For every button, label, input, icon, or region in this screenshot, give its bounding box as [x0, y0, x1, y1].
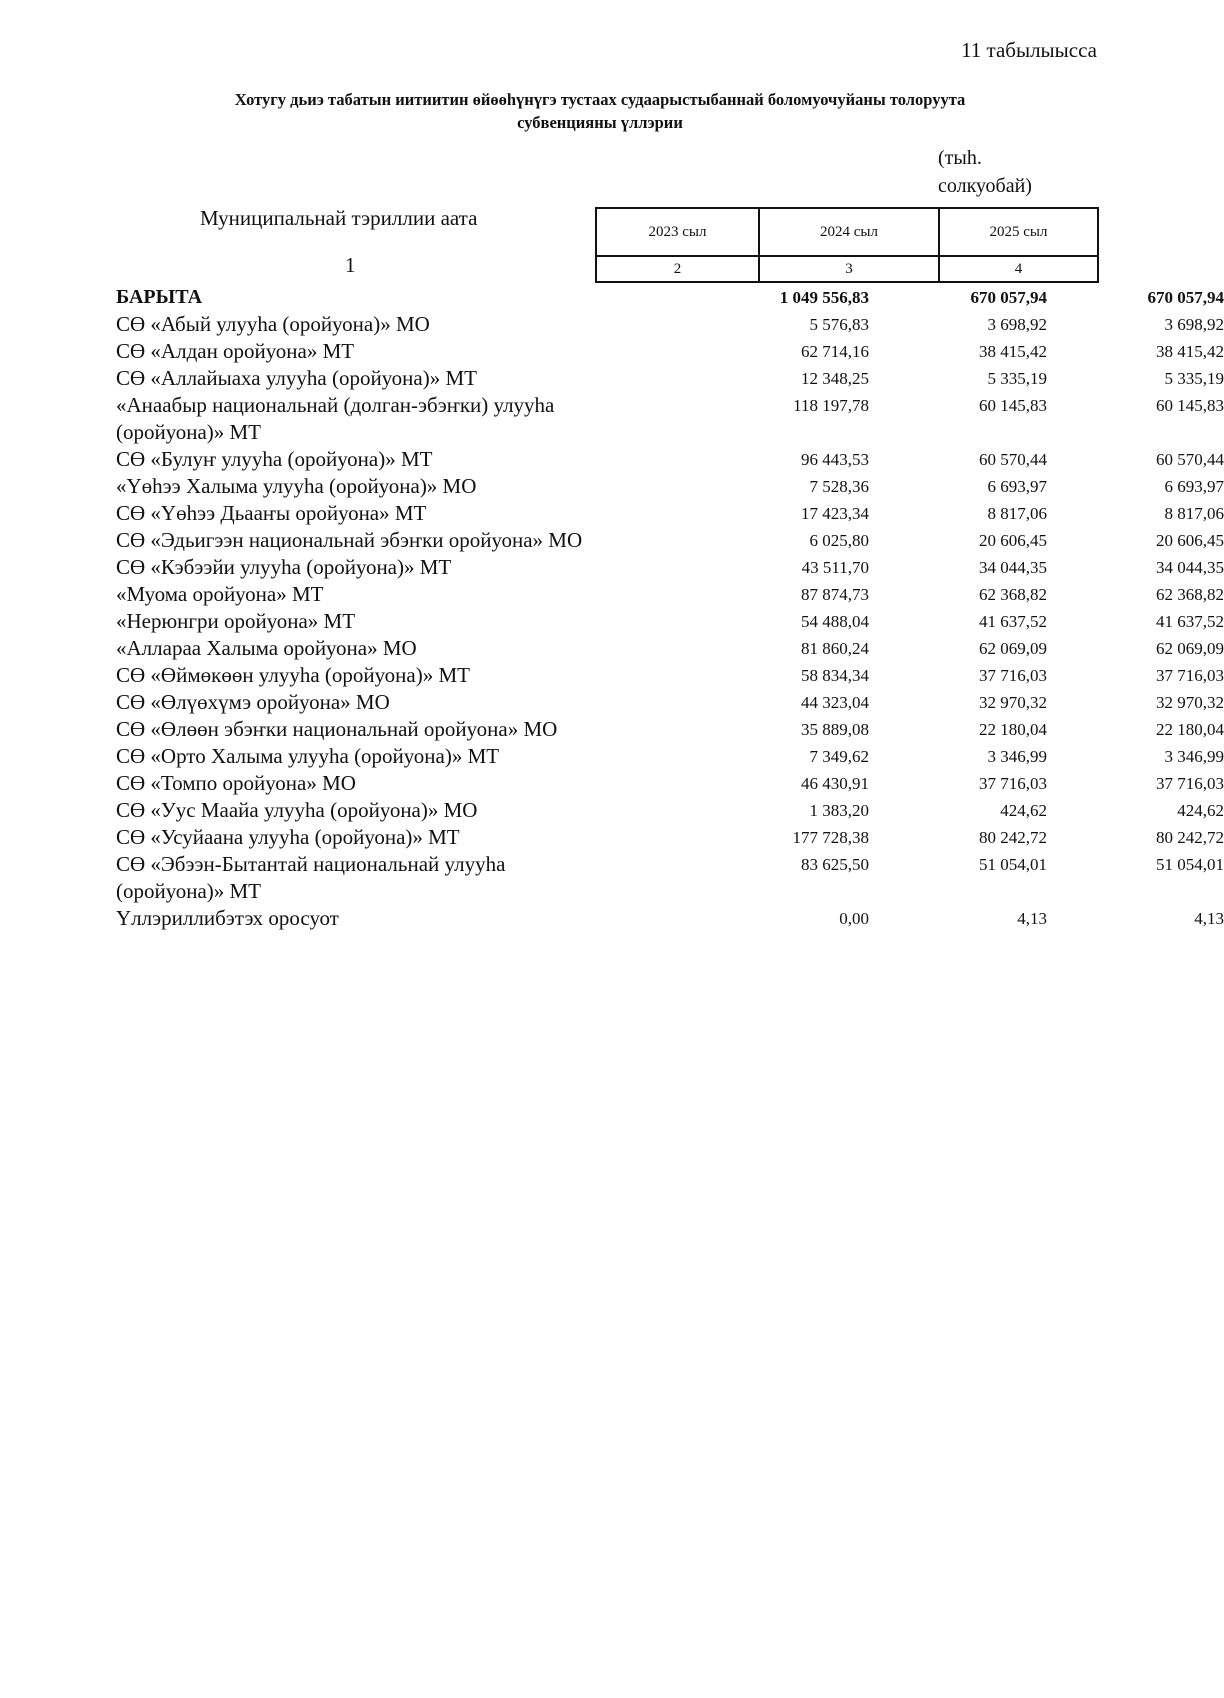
table-row [116, 392, 1224, 446]
value-2024: 60 145,83 [979, 396, 1047, 415]
value-2025: 4,13 [1194, 909, 1224, 928]
value-2024: 5 335,19 [987, 369, 1047, 388]
value-2025: 37 716,03 [1156, 774, 1224, 793]
value-2023: 17 423,34 [801, 504, 869, 523]
municipality-name: «Нерюнгри оройуона» МТ [116, 609, 356, 633]
value-2023: 54 488,04 [801, 612, 869, 631]
value-2025: 3 698,92 [1164, 315, 1224, 334]
table-row [116, 365, 1224, 392]
table-row [116, 581, 1224, 608]
value-2025: 51 054,01 [1156, 855, 1224, 874]
total-row [116, 284, 1224, 311]
total-2024: 670 057,94 [970, 288, 1047, 307]
table-row [116, 311, 1224, 338]
municipality-name: СӨ «Үөһээ Дьааҥы оройуона» МТ [116, 501, 427, 525]
units-line-1: (тыһ. [938, 147, 982, 169]
table-row [116, 770, 1224, 797]
value-2025: 60 570,44 [1156, 450, 1224, 469]
table-row [116, 851, 1224, 905]
municipality-name: СӨ «Томпо оройуона» МО [116, 771, 356, 795]
total-2025: 670 057,94 [1147, 288, 1224, 307]
value-2023: 46 430,91 [801, 774, 869, 793]
municipality-name: СӨ «Орто Халыма улууһа (оройуона)» МТ [116, 744, 500, 768]
municipality-name: СӨ «Усуйаана улууһа (оройуона)» МТ [116, 825, 460, 849]
value-2025: 37 716,03 [1156, 666, 1224, 685]
value-2023: 35 889,08 [801, 720, 869, 739]
value-2024: 51 054,01 [979, 855, 1047, 874]
value-2023: 43 511,70 [801, 558, 869, 577]
value-2024: 37 716,03 [979, 774, 1047, 793]
value-2025: 3 346,99 [1164, 747, 1224, 766]
value-2024: 60 570,44 [979, 450, 1047, 469]
value-2023: 87 874,73 [801, 585, 869, 604]
municipality-name: СӨ «Аллайыаха улууһа (оройуона)» МТ [116, 366, 477, 390]
table-row [116, 662, 1224, 689]
value-2025: 6 693,97 [1164, 477, 1224, 496]
municipality-name: СӨ «Өймөкөөн улууһа (оройуона)» МТ [116, 663, 470, 687]
value-2025: 38 415,42 [1156, 342, 1224, 361]
year-header-2025: 2025 сыл [939, 208, 1098, 256]
value-2024: 41 637,52 [979, 612, 1047, 631]
value-2024: 3 346,99 [987, 747, 1047, 766]
municipality-name: СӨ «Уус Маайа улууһа (оройуона)» МО [116, 798, 478, 822]
value-2024: 80 242,72 [979, 828, 1047, 847]
value-2024: 3 698,92 [987, 315, 1047, 334]
value-2025: 22 180,04 [1156, 720, 1224, 739]
table-row [116, 716, 1224, 743]
municipality-name: СӨ «Эдьигээн национальнай эбэҥки оройуона» МО [116, 528, 583, 552]
value-2025: 424,62 [1177, 801, 1224, 820]
units-note [938, 144, 1078, 200]
value-2023: 83 625,50 [801, 855, 869, 874]
value-2024: 34 044,35 [979, 558, 1047, 577]
value-2025: 60 145,83 [1156, 396, 1224, 415]
value-2024: 424,62 [1000, 801, 1047, 820]
value-2023: 7 349,62 [809, 747, 869, 766]
total-2023: 1 049 556,83 [779, 288, 869, 307]
municipality-name: «Үөһээ Халыма улууһа (оройуона)» МО [116, 474, 477, 498]
value-2023: 44 323,04 [801, 693, 869, 712]
table-row [116, 446, 1224, 473]
value-2023: 6 025,80 [809, 531, 869, 550]
value-2023: 7 528,36 [809, 477, 869, 496]
value-2025: 5 335,19 [1164, 369, 1224, 388]
municipality-name: СӨ «Эбээн-Бытантай национальнай улууһа (оройуона)» МТ [116, 852, 506, 903]
municipality-name: «Аллараа Халыма оройуона» МО [116, 636, 417, 660]
document-title [100, 88, 1100, 134]
value-2023: 81 860,24 [801, 639, 869, 658]
municipality-name: СӨ «Алдан оройуона» МТ [116, 339, 355, 363]
year-header-2024: 2024 сыл [759, 208, 939, 256]
value-2023: 1 383,20 [809, 801, 869, 820]
value-2024: 4,13 [1017, 909, 1047, 928]
value-2023: 58 834,34 [801, 666, 869, 685]
value-2023: 0,00 [839, 909, 869, 928]
value-2024: 32 970,32 [979, 693, 1047, 712]
table-row [116, 905, 1224, 932]
value-2025: 62 069,09 [1156, 639, 1224, 658]
annex-label: 11 табылыысса [961, 38, 1097, 62]
table-row [116, 473, 1224, 500]
value-2023: 12 348,25 [801, 369, 869, 388]
value-2024: 6 693,97 [987, 477, 1047, 496]
value-2023: 5 576,83 [809, 315, 869, 334]
value-2025: 34 044,35 [1156, 558, 1224, 577]
units-line-2: солкуобай) [938, 175, 1032, 197]
column-number-4: 4 [939, 256, 1098, 282]
municipality-name: «Муома оройуона» МТ [116, 582, 324, 606]
table-row [116, 824, 1224, 851]
municipality-name: СӨ «Кэбээйи улууһа (оройуона)» МТ [116, 555, 452, 579]
value-2024: 8 817,06 [987, 504, 1047, 523]
value-2023: 96 443,53 [801, 450, 869, 469]
municipality-name: СӨ «Өлүөхүмэ оройуона» МО [116, 690, 390, 714]
table-row [116, 689, 1224, 716]
value-2025: 62 368,82 [1156, 585, 1224, 604]
table-row [116, 797, 1224, 824]
value-2023: 62 714,16 [801, 342, 869, 361]
column-number-3: 3 [759, 256, 939, 282]
municipality-name: СӨ «Өлөөн эбэҥки национальнай оройуона» МО [116, 717, 558, 741]
value-2024: 62 368,82 [979, 585, 1047, 604]
municipal-column-header: Муниципальнай тэриллии аата [200, 206, 478, 230]
year-header-table [595, 207, 1099, 283]
municipality-name: СӨ «Булуҥ улууһа (оройуона)» МТ [116, 447, 433, 471]
column-number-2: 2 [596, 256, 759, 282]
title-line-2: субвенцияны үллэрии [517, 113, 683, 132]
value-2023: 177 728,38 [792, 828, 869, 847]
value-2024: 38 415,42 [979, 342, 1047, 361]
value-2025: 80 242,72 [1156, 828, 1224, 847]
value-2025: 8 817,06 [1164, 504, 1224, 523]
municipality-name: Үллэриллибэтэх оросуот [116, 906, 339, 930]
year-header-2023: 2023 сыл [596, 208, 759, 256]
table-row [116, 500, 1224, 527]
value-2024: 20 606,45 [979, 531, 1047, 550]
table-row [116, 338, 1224, 365]
value-2023: 118 197,78 [793, 396, 869, 415]
table-row [116, 527, 1224, 554]
table-row [116, 554, 1224, 581]
table-row [116, 743, 1224, 770]
value-2024: 22 180,04 [979, 720, 1047, 739]
value-2025: 32 970,32 [1156, 693, 1224, 712]
value-2024: 62 069,09 [979, 639, 1047, 658]
table-row [116, 635, 1224, 662]
value-2025: 20 606,45 [1156, 531, 1224, 550]
column-number-1: 1 [345, 253, 356, 277]
table-row [116, 608, 1224, 635]
data-rows [116, 284, 1224, 932]
total-label: БАРЫТА [116, 286, 203, 308]
title-line-1: Хотугу дьиэ табатын иитиитин өйөөһүнүгэ тустаах судаарыстыбаннай боломуочуйаны толоруута [234, 90, 966, 109]
municipality-name: «Анаабыр национальнай (долган-эбэҥки) улууһа (оройуона)» МТ [116, 393, 555, 444]
municipality-name: СӨ «Абый улууһа (оройуона)» МО [116, 312, 430, 336]
value-2024: 37 716,03 [979, 666, 1047, 685]
value-2025: 41 637,52 [1156, 612, 1224, 631]
